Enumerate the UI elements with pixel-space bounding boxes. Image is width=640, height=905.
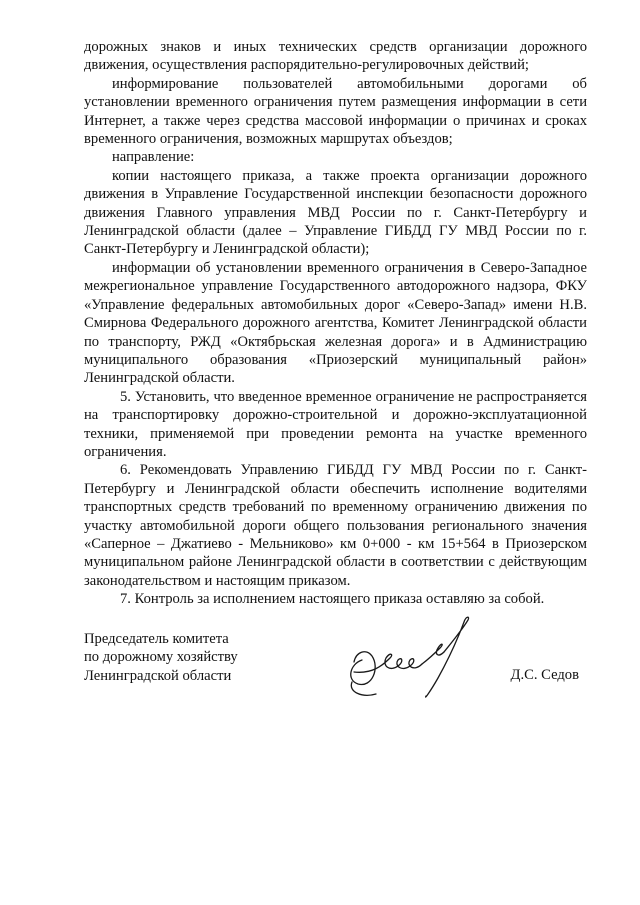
paragraph-road-signs: дорожных знаков и иных технических средств организации дорожного движения, осуществления распорядительно-регулировочных действий; — [84, 39, 587, 74]
signatory-title-line: Ленинградской области — [84, 667, 232, 684]
signatory-title-line: по дорожному хозяйству — [84, 649, 238, 666]
paragraph-direction-heading: направление: — [112, 149, 195, 166]
paragraph-information-recipients: информации об установлении временного ограничения в Северо-Западное межрегиональное управление Государственного автодорожного надзора, ФКУ «Управление федеральных автомобильных дорог «Северо-Запад» имени Н.В. Смирнова Федерального дорожного агентства, Комитет Ленинградской области по транспорту, РЖД «Октябрьская железная дорога» и в Администрацию муниципального образования «Приозерский муниципальный район» Ленинградской области. — [84, 259, 587, 387]
document-body — [84, 38, 587, 609]
paragraph-item-6: 6. Рекомендовать Управлению ГИБДД ГУ МВД России по г. Санкт-Петербургу и Ленинградской области обеспечить исполнение водителями транспортных средств требований по временному ограничению движения по участку автомобильной дороги общего пользования регионального значения «Саперное – Джатиево - Мельниково» км 0+000 - км 15+564 в Приозерском муниципальном районе Ленинградской области в соответствии с действующим законодательством и настоящим приказом. — [84, 462, 587, 589]
paragraph-item-5: 5. Установить, что введенное временное ограничение не распространяется на транспортировку дорожно-строительной и дорожно-эксплуатационной техники, применяемой при проведении ремонта на участке временного ограничения. — [84, 388, 587, 460]
signatory-name: Д.С. Седов — [510, 667, 579, 683]
signatory-title-line: Председатель комитета — [84, 631, 229, 647]
paragraph-informing-users: информирование пользователей автомобильными дорогами об установлении временного ограничения путем размещения информации в сети Интернет, а также через средства массовой информации о причинах и сроках временного ограничения, возможных маршрутах объездов; — [84, 75, 587, 148]
paragraph-item-7: 7. Контроль за исполнением настоящего приказа оставляю за собой. — [120, 591, 545, 608]
handwritten-signature — [332, 612, 492, 712]
signatory-title — [84, 630, 284, 685]
signature-block — [84, 630, 587, 710]
paragraph-copies-to-gibdd: копии настоящего приказа, а также проекта организации дорожного движения в Управление Государственной инспекции безопасности дорожного движения Главного управления МВД России по г. Санкт-Петербургу и Ленинградской области (далее – Управление ГИБДД ГУ МВД России по г. Санкт-Петербургу и Ленинградской области); — [84, 167, 587, 258]
